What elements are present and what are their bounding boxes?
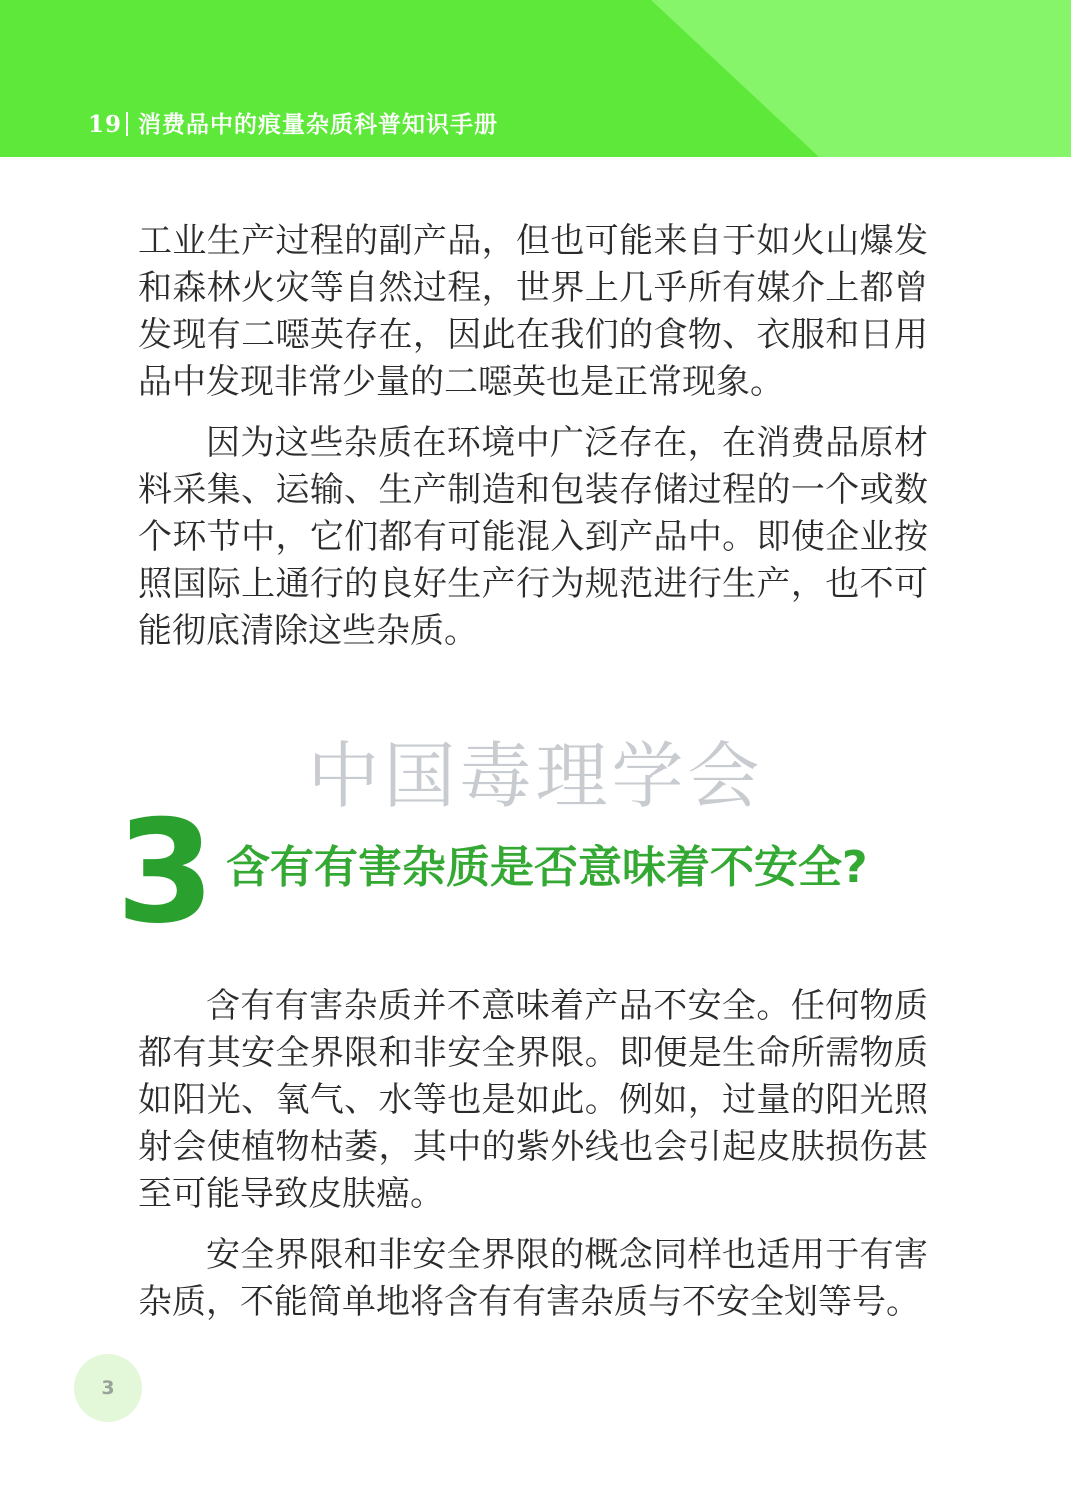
paragraph-safety-limits: 含有有害杂质并不意味着产品不安全。任何物质都有其安全界限和非安全界限。即便是生命所需物质如阳光、氧气、水等也是如此。例如，过量的阳光照射会使植物枯萎，其中的紫外线也会引起皮肤损伤甚至可能导致皮肤癌。 bbox=[138, 986, 928, 1214]
section-number: 3 bbox=[116, 790, 215, 955]
page-number-badge: 3 bbox=[74, 1354, 142, 1422]
header-divider bbox=[126, 112, 128, 136]
header-accent-shape bbox=[651, 0, 1071, 157]
header-page-number: 19 bbox=[88, 111, 123, 138]
watermark-text: 中国毒理学会 bbox=[307, 734, 764, 818]
page-header bbox=[0, 0, 1071, 157]
paragraph-impurities-origin: 因为这些杂质在环境中广泛存在，在消费品原材料采集、运输、生产制造和包装存储过程的一个或数个环节中，它们都有可能混入到产品中。即使企业按照国际上通行的良好生产行为规范进行生产，也不可能彻底清除这些杂质。 bbox=[138, 423, 928, 651]
section-title: 含有有害杂质是否意味着不安全? bbox=[226, 842, 868, 893]
paragraph-safety-conclusion: 安全界限和非安全界限的概念同样也适用于有害杂质，不能简单地将含有有害杂质与不安全划等号。 bbox=[138, 1235, 928, 1322]
paragraph-continuation: 工业生产过程的副产品，但也可能来自于如火山爆发和森林火灾等自然过程，世界上几乎所有媒介上都曾发现有二噁英存在，因此在我们的食物、衣服和日用品中发现非常少量的二噁英也是正常现象。 bbox=[138, 221, 928, 402]
header-running-title bbox=[88, 106, 498, 139]
header-book-title: 消费品中的痕量杂质科普知识手册 bbox=[138, 111, 499, 138]
